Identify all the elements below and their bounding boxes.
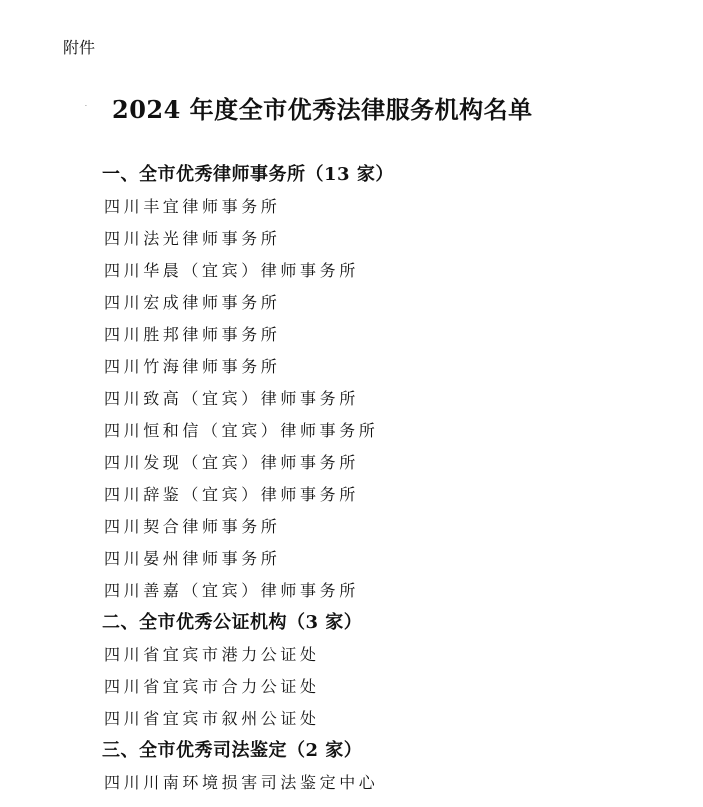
list-item: 四川省宜宾市叙州公证处 [104,709,320,728]
decorative-dot: · [85,103,87,110]
section-heading: 二、全市优秀公证机构（3 家） [102,612,363,633]
list-item: 四川善嘉（宜宾）律师事务所 [104,581,359,600]
list-item: 四川契合律师事务所 [104,517,281,536]
attachment-label: 附件 [63,38,96,57]
list-item: 四川宏成律师事务所 [104,293,281,312]
section-heading: 一、全市优秀律师事务所（13 家） [102,164,394,185]
list-item: 四川致高（宜宾）律师事务所 [104,389,359,408]
list-item: 四川华晨（宜宾）律师事务所 [104,261,359,280]
list-item: 四川恒和信（宜宾）律师事务所 [104,421,379,440]
list-item: 四川川南环境损害司法鉴定中心 [104,773,379,792]
list-item: 四川发现（宜宾）律师事务所 [104,453,359,472]
list-item: 四川省宜宾市合力公证处 [104,677,320,696]
document-body [102,159,662,799]
list-item: 四川法光律师事务所 [104,229,281,248]
section-heading: 三、全市优秀司法鉴定（2 家） [102,740,363,761]
list-item: 四川胜邦律师事务所 [104,325,281,344]
list-item: 四川辞鉴（宜宾）律师事务所 [104,485,359,504]
page-title: 2024 年度全市优秀法律服务机构名单 [112,95,533,124]
list-item: 四川省宜宾市港力公证处 [104,645,320,664]
list-item: 四川竹海律师事务所 [104,357,281,376]
list-item: 四川丰宜律师事务所 [104,197,281,216]
list-item: 四川晏州律师事务所 [104,549,281,568]
